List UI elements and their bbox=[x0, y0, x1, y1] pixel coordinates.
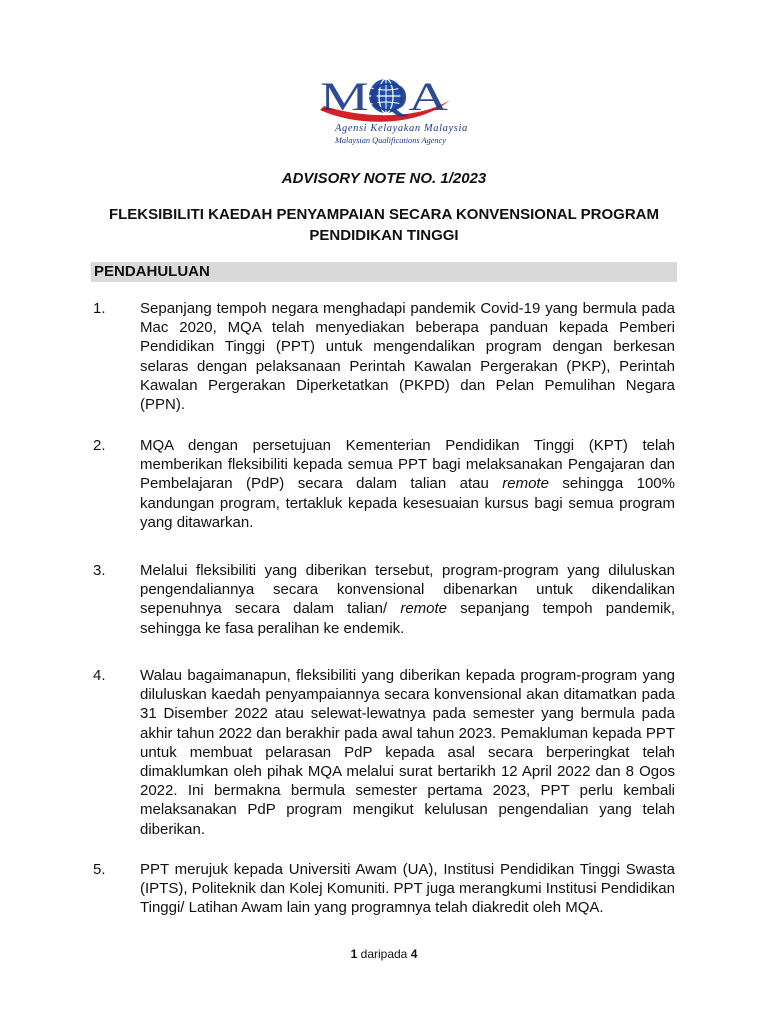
paragraph-number: 5. bbox=[93, 861, 106, 878]
document-title: FLEKSIBILITI KAEDAH PENYAMPAIAN SECARA KONVENSIONAL PROGRAM PENDIDIKAN TINGGI bbox=[108, 206, 660, 244]
paragraph-number: 2. bbox=[93, 437, 106, 454]
paragraph-number: 3. bbox=[93, 562, 106, 579]
paragraph-text-part: sepanjang tempoh pandemik, sehingga ke fasa peralihan ke endemik. bbox=[140, 600, 675, 637]
paragraph-text: PPT merujuk kepada Universiti Awam (UA), Institusi Pendidikan Tinggi Swasta (IPTS), Politeknik dan Kolej Komuniti. PPT juga merangkumi Institusi Pendidikan Tinggi/ Latihan Awam lain yang programnya telah diakredit oleh MQA. bbox=[140, 861, 675, 917]
agency-name-english: Malaysian Qualifications Agency bbox=[335, 136, 446, 145]
paragraph-text bbox=[140, 436, 675, 532]
paragraph-text-part: sehingga 100% kandungan program, tertakluk kepada kesesuaian kursus bagi semua program yang ditawarkan. bbox=[140, 475, 675, 531]
paragraph-text: Walau bagaimanapun, fleksibiliti yang diberikan kepada program-program yang diluluskan kaedah penyampaiannya secara konvensional akan ditamatkan pada 31 Disember 2022 atau selewat-lewatnya pada semester yang bermula pada akhir tahun 2022 dan berakhir pada awal tahun 2023. Pemakluman kepada PPT untuk membuat pelarasan PdP kepada asal secara berperingkat telah dimaklumkan oleh pihak MQA melalui surat bertarikh 12 April 2022 dan 8 Ogos 2022. Ini bermakna bermula semester pertama 2023, PPT perlu kembali melaksanakan PdP program mengikut kelulusan pengendalian yang telah diberikan. bbox=[140, 667, 675, 838]
advisory-note-title: ADVISORY NOTE NO. 1/2023 bbox=[281, 170, 487, 187]
logo-wordmark: MQA bbox=[320, 74, 449, 119]
page-current: 1 bbox=[350, 947, 358, 961]
page-separator: daripada bbox=[360, 947, 408, 961]
emphasis-remote: remote bbox=[502, 475, 549, 493]
paragraph-text bbox=[140, 561, 675, 638]
page-total: 4 bbox=[410, 947, 418, 961]
paragraph-text-part: Melalui fleksibiliti yang diberikan tersebut, program-program yang diluluskan pengendaliannya secara konvensional dibenarkan untuk dikendalikan sepenuhnya secara dalam talian/ bbox=[140, 562, 675, 618]
section-heading: PENDAHULUAN bbox=[94, 263, 210, 280]
paragraph-number: 4. bbox=[93, 667, 106, 684]
paragraph-number: 1. bbox=[93, 300, 106, 317]
agency-name-malay: Agensi Kelayakan Malaysia bbox=[335, 123, 468, 134]
paragraph-text-part: MQA dengan persetujuan Kementerian Pendidikan Tinggi (KPT) telah memberikan fleksibiliti kepada semua PPT bagi melaksanakan Pengajaran dan Pembelajaran (PdP) secara dalam talian atau bbox=[140, 437, 675, 493]
mqa-logo bbox=[300, 66, 468, 158]
emphasis-remote: remote bbox=[400, 600, 448, 618]
page-footer bbox=[0, 947, 768, 961]
globe-swoosh-emblem bbox=[300, 66, 460, 126]
paragraph-text: Sepanjang tempoh negara menghadapi pandemik Covid-19 yang bermula pada Mac 2020, MQA telah menyediakan beberapa panduan kepada Pemberi Pendidikan Tinggi (PPT) untuk mengendalikan program dengan berkesan selaras dengan pelaksanaan Perintah Kawalan Pergerakan (PKP), Perintah Kawalan Pergerakan Diperketatkan (PKPD) dan Pelan Pemulihan Negara (PPN). bbox=[140, 300, 675, 414]
